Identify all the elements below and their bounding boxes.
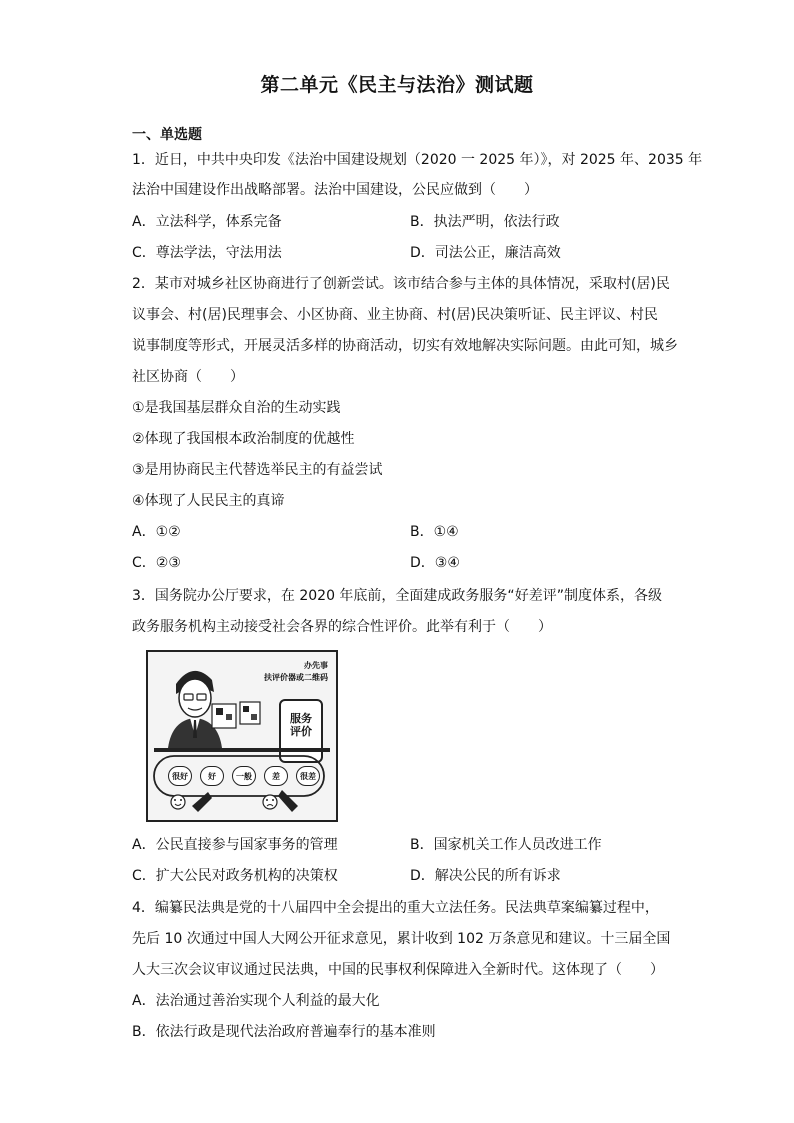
option-b: B．依法行政是现代法治政府普遍奉行的基本准则 <box>132 1024 436 1040</box>
caption-line: 扶评价器或二维码 <box>264 673 328 682</box>
option-b: B．国家机关工作人员改进工作 <box>410 837 602 853</box>
option-a: A．法治通过善治实现个人利益的最大化 <box>132 993 380 1009</box>
option-d: D．解决公民的所有诉求 <box>410 868 561 884</box>
rating-button-very-good: 很好 <box>168 766 192 786</box>
question-text: 先后 10 次通过中国人大网公开征求意见，累计收到 102 万条意见和建议。十三届全国 <box>132 931 671 947</box>
service-evaluation-illustration <box>146 650 338 822</box>
rating-button-good: 好 <box>200 766 224 786</box>
question-text: 议事会、村(居)民理事会、小区协商、业主协商、村(居)民决策听证、民主评议、村民 <box>132 307 658 323</box>
rating-button-average: 一般 <box>232 766 256 786</box>
option-b: B．执法严明，依法行政 <box>410 214 560 230</box>
phone-screen-text: 服务评价 <box>290 712 312 738</box>
hand-icon <box>192 792 212 812</box>
question-text: 说事制度等形式，开展灵活多样的协商活动，切实有效地解决实际问题。由此可知，城乡 <box>132 338 678 354</box>
question-text: 社区协商（ ） <box>132 369 244 385</box>
qr-code-icon <box>212 704 236 728</box>
option-a: A．立法科学，体系完备 <box>132 214 282 230</box>
option-c: C．②③ <box>132 555 181 571</box>
sad-face-icon <box>263 795 277 809</box>
smiley-face-icon <box>171 795 185 809</box>
statement-2: ②体现了我国根本政治制度的优越性 <box>132 431 355 447</box>
question-text: 法治中国建设作出战略部署。法治中国建设，公民应做到（ ） <box>132 182 538 198</box>
statement-4: ④体现了人民民主的真谛 <box>132 493 285 509</box>
page-title: 第二单元《民主与法治》测试题 <box>260 74 534 96</box>
section-heading: 一、单选题 <box>132 127 202 143</box>
question-text: 1．近日，中共中央印发《法治中国建设规划（2020 一 2025 年）》，对 2025 年、2035 年 <box>132 152 703 168</box>
statement-3: ③是用协商民主代替选举民主的有益尝试 <box>132 462 383 478</box>
option-a: A．公民直接参与国家事务的管理 <box>132 837 338 853</box>
option-d: D．司法公正，廉洁高效 <box>410 245 561 261</box>
qr-code-icon <box>240 702 260 724</box>
caption-line: 办先事 <box>304 661 328 670</box>
hand-icon <box>278 790 298 812</box>
rating-button-poor: 差 <box>264 766 288 786</box>
question-text: 政务服务机构主动接受社会各界的综合性评价。此举有利于（ ） <box>132 619 552 635</box>
question-text: 2．某市对城乡社区协商进行了创新尝试。该市结合参与主体的具体情况，采取村(居)民 <box>132 276 670 292</box>
option-d: D．③④ <box>410 555 460 571</box>
option-a: A．①② <box>132 524 181 540</box>
option-b: B．①④ <box>410 524 459 540</box>
illustration-caption <box>264 660 328 684</box>
option-c: C．扩大公民对政务机构的决策权 <box>132 868 338 884</box>
question-text: 4．编纂民法典是党的十八届四中全会提出的重大立法任务。民法典草案编纂过程中， <box>132 900 659 916</box>
question-text: 人大三次会议审议通过民法典，中国的民事权利保障进入全新时代。这体现了（ ） <box>132 962 664 978</box>
statement-1: ①是我国基层群众自治的生动实践 <box>132 400 341 416</box>
option-c: C．尊法学法，守法用法 <box>132 245 282 261</box>
rating-button-very-poor: 很差 <box>296 766 320 786</box>
question-text: 3．国务院办公厅要求，在 2020 年底前，全面建成政务服务“好差评”制度体系，各级 <box>132 588 662 604</box>
